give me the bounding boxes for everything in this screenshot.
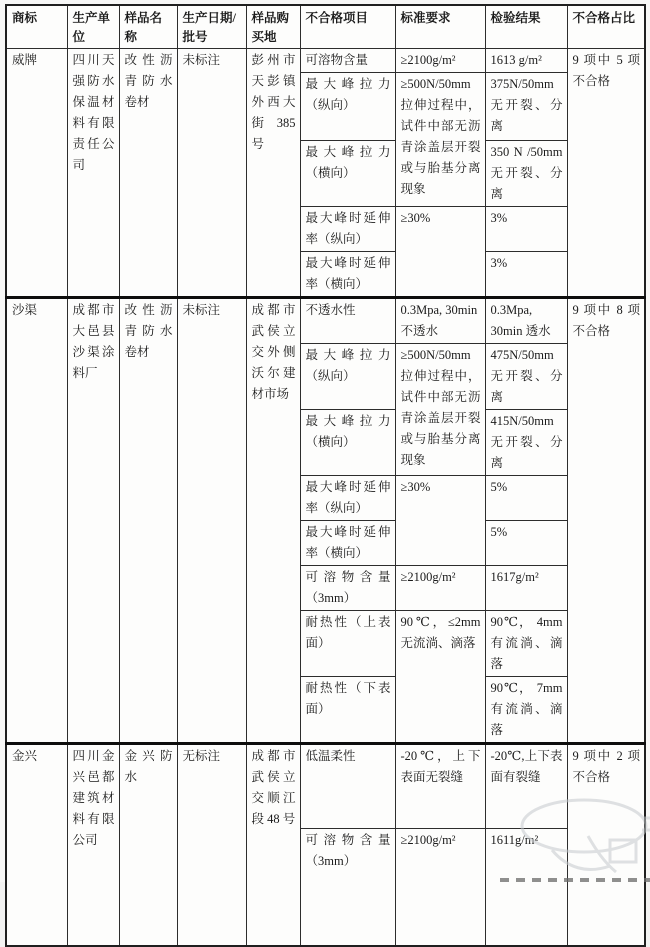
cell-producer: 四川天强防水保温材料有限责任公司 [67, 48, 119, 297]
cell-defect-item: 最大峰时延伸率（横向） [300, 251, 395, 297]
cell-defect-item: 最大峰拉力（纵向） [300, 72, 395, 140]
cell-defect-item: 最大峰拉力（横向） [300, 140, 395, 206]
header-trademark: 商标 [6, 5, 67, 48]
cell-defect-item: 可溶物含量（3mm） [300, 828, 395, 946]
header-producer: 生产单位 [67, 5, 119, 48]
cell-result: 3% [485, 251, 567, 297]
cell-standard: ≥2100g/m² [395, 828, 485, 946]
cell-standard: 90℃，≤2mm 无流淌、滴落 [395, 610, 485, 743]
cell-result: 475N/50mm 无开裂、分离 [485, 343, 567, 409]
cell-brand: 威牌 [6, 48, 67, 297]
header-result: 检验结果 [485, 5, 567, 48]
cell-defect-item: 低温柔性 [300, 743, 395, 828]
cell-standard: ≥30% [395, 475, 485, 565]
cell-result: 350 N /50mm 无开裂、分离 [485, 140, 567, 206]
cell-defect-item: 最大峰拉力（横向） [300, 409, 395, 475]
header-purchase-place: 样品购买地 [246, 5, 300, 48]
table-row [6, 743, 645, 828]
cell-producer: 四川金兴邑都建筑材料有限公司 [67, 743, 119, 946]
cell-result: -20℃,上下表面有裂缝 [485, 743, 567, 828]
header-sample-name: 样品名称 [119, 5, 177, 48]
cell-fail-ratio: 9 项中 8 项不合格 [567, 297, 645, 743]
cell-result: 5% [485, 520, 567, 565]
cell-standard: -20℃，上下表面无裂缝 [395, 743, 485, 828]
cell-defect-item: 最大峰时延伸率（纵向） [300, 475, 395, 520]
cell-result: 1613 g/m² [485, 48, 567, 72]
header-fail-ratio: 不合格占比 [567, 5, 645, 48]
cell-standard: ≥2100g/m² [395, 48, 485, 72]
cell-result: 3% [485, 206, 567, 251]
inspection-results-table [5, 4, 646, 947]
cell-result: 375N/50mm 无开裂、分离 [485, 72, 567, 140]
cell-defect-item: 最大峰时延伸率（纵向） [300, 206, 395, 251]
header-defect-item: 不合格项目 [300, 5, 395, 48]
cell-defect-item: 最大峰时延伸率（横向） [300, 520, 395, 565]
table-row [6, 297, 645, 343]
cell-result: 415N/50mm 无开裂、分离 [485, 409, 567, 475]
cell-standard: ≥500N/50mm 拉伸过程中，试件中部无沥青涂盖层开裂或与胎基分离现象 [395, 72, 485, 206]
cell-batch: 未标注 [177, 297, 246, 743]
cell-result: 5% [485, 475, 567, 520]
cell-standard: ≥500N/50mm 拉伸过程中，试件中部无沥青涂盖层开裂或与胎基分离现象 [395, 343, 485, 475]
brand-section-shaqu [6, 297, 645, 743]
header-row [6, 5, 645, 48]
cell-sample-name: 改性沥青防水卷材 [119, 48, 177, 297]
cell-result: 90℃， 7mm 有流淌、滴落 [485, 676, 567, 743]
cell-defect-item: 不透水性 [300, 297, 395, 343]
cell-defect-item: 耐热性（上表面） [300, 610, 395, 676]
cell-result: 90℃， 4mm 有流淌、滴落 [485, 610, 567, 676]
cell-standard: ≥2100g/m² [395, 565, 485, 610]
header-standard: 标准要求 [395, 5, 485, 48]
cell-result: 0.3Mpa, 30min 透水 [485, 297, 567, 343]
cell-brand: 沙渠 [6, 297, 67, 743]
cell-purchase-place: 彭州市天彭镇外西大街 385 号 [246, 48, 300, 297]
cell-sample-name: 金兴防水 [119, 743, 177, 946]
header-batch: 生产日期/批号 [177, 5, 246, 48]
cell-purchase-place: 成都市武侯立交顺江段 48 号 [246, 743, 300, 946]
cell-result: 1617g/m² [485, 565, 567, 610]
cell-batch: 无标注 [177, 743, 246, 946]
cell-defect-item: 最大峰拉力（纵向） [300, 343, 395, 409]
cell-standard: 0.3Mpa, 30min 不透水 [395, 297, 485, 343]
brand-section-weipai [6, 48, 645, 297]
cell-purchase-place: 成都市武侯立交外侧沃尔建材市场 [246, 297, 300, 743]
cell-sample-name: 改性沥青防水卷材 [119, 297, 177, 743]
cell-defect-item: 可溶物含量 [300, 48, 395, 72]
cell-standard: ≥30% [395, 206, 485, 297]
table-row [6, 48, 645, 72]
cell-result: 1611g/m² [485, 828, 567, 946]
cell-defect-item: 可溶物含量（3mm） [300, 565, 395, 610]
cell-defect-item: 耐热性（下表面） [300, 676, 395, 743]
cell-fail-ratio: 9 项中 2 项不合格 [567, 743, 645, 946]
cell-brand: 金兴 [6, 743, 67, 946]
brand-section-jinxing [6, 743, 645, 946]
cell-batch: 未标注 [177, 48, 246, 297]
cell-fail-ratio: 9 项中 5 项不合格 [567, 48, 645, 297]
cell-producer: 成都市大邑县沙渠涂料厂 [67, 297, 119, 743]
